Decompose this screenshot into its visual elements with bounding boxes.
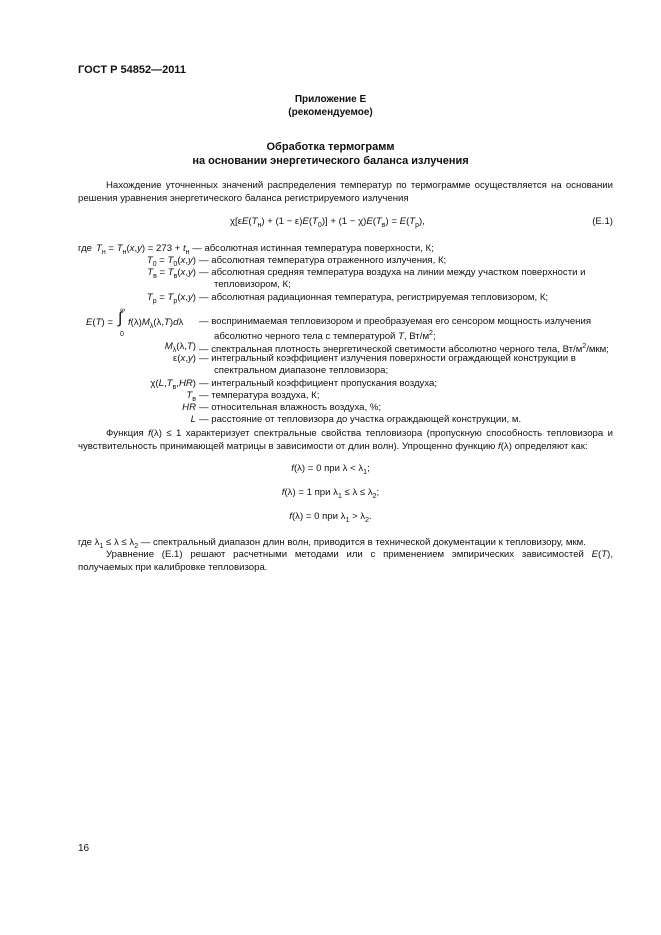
wavelength-range-text: где $\lambda_1 \le \lambda \le \lambda_2$ — спектральный диапазон длин волн, приводится в технической документации к тепловизору, мкм. — [78, 537, 586, 550]
section-title-line2: на основании энергетического баланса излучения — [192, 155, 469, 167]
appendix-title: Приложение Е — [294, 94, 367, 105]
function-eq-2: f(λ) = 1 при $\lambda_1 \le \lambda \le \lambda_2$; — [281, 487, 380, 500]
closing-paragraph: Уравнение (Е.1) решают расчетными методами или с применением эмпирических зависимостей E(T), получаемых при калибровке тепловизора. — [78, 549, 613, 573]
intro-paragraph: Нахождение уточненных значений распределения температур по термограмме осуществляется на основании решения уравнения энергетического баланса регистрируемого излучения — [78, 180, 613, 204]
where-label: где — [78, 243, 93, 254]
equation-number: (Е.1) — [592, 216, 613, 227]
function-eq-3: f(λ) = 0 при $\lambda_1 > \lambda_2$. — [289, 511, 372, 524]
standard-header: ГОСТ Р 54852—2011 — [78, 64, 186, 76]
section-title-line1: Обработка термограмм — [266, 141, 395, 153]
integral-formula: E(T) = ∞ ∫ 0 $f(\lambda)M_\lambda(\lambda,T)d\lambda$ — [86, 307, 184, 338]
function-paragraph: Функция f(λ) ≤ 1 характеризует спектральные свойства тепловизора (пропускную способность тепловизора и чувствительность принимающей матрицы в зависимости от длин волн). Упрощенно функцию f(λ) определяют как: — [78, 428, 613, 452]
appendix-subtitle: (рекомендуемое) — [288, 107, 373, 118]
page-number: 16 — [78, 843, 90, 854]
function-eq-1: f(λ) = 0 при $\lambda < \lambda_1$; — [291, 463, 370, 476]
definition-tn: $T_н = T_н(x,y) = 273 + t_н$ — абсолютная истинная температура поверхности, К; — [96, 243, 434, 256]
equation-e1: $\chi[\varepsilon E(T_н) + (1 - \varepsilon)E(T_0)] + (1 - \chi)E(T_в) = E(T_р)$, — [230, 216, 425, 229]
